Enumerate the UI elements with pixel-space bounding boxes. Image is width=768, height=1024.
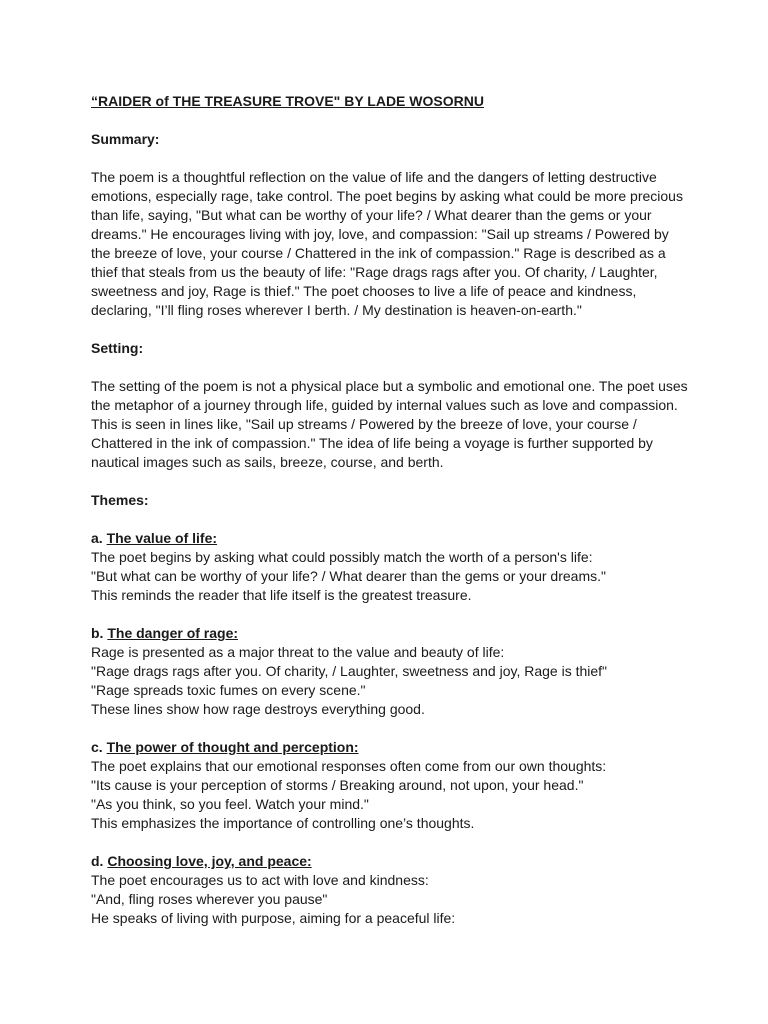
setting-paragraph: The setting of the poem is not a physical place but a symbolic and emotional one. The poet uses the metaphor of a journey through life, guided by internal values such as love and compassion. This is seen in lines like, "Sail up streams / Powered by the breeze of love, your course / Chattered in the ink of compassion." The idea of life being a voyage is further supported by nautical images such as sails, breeze, course, and berth. (91, 378, 688, 470)
theme-line: "Rage drags rags after you. Of charity, / Laughter, sweetness and joy, Rage is thief" (91, 663, 608, 679)
theme-letter: a. (91, 530, 103, 546)
theme-line: "But what can be worthy of your life? / What dearer than the gems or your dreams." (91, 568, 606, 584)
theme-line: The poet encourages us to act with love and kindness: (91, 872, 429, 888)
theme-line: Rage is presented as a major threat to the value and beauty of life: (91, 644, 505, 660)
theme-title: The value of life: (106, 530, 218, 546)
setting-heading: Setting: (91, 340, 144, 356)
theme-letter: c. (91, 739, 103, 755)
theme-title: The power of thought and perception: (106, 739, 359, 755)
summary-paragraph: The poem is a thoughtful reflection on the value of life and the dangers of letting destructive emotions, especially rage, take control. The poet begins by asking what could be more precious than life, saying, "But what can be worthy of your life? / What dearer than the gems or your dreams." He encourages living with joy, love, and compassion: "Sail up streams / Powered by the breeze of love, your course / Chattered in the ink of compassion." Rage is described as a thief that steals from us the beauty of life: "Rage drags rags after you. Of charity, / Laughter, sweetness and joy, Rage is thief." The poet chooses to live a life of peace and kindness, declaring, "I’ll fling roses wherever I berth. / My destination is heaven-on-earth." (91, 169, 683, 318)
summary-heading: Summary: (91, 131, 160, 147)
themes-heading: Themes: (91, 492, 149, 508)
theme-section-d (91, 852, 691, 928)
theme-section-a (91, 529, 691, 605)
theme-line: This reminds the reader that life itself is the greatest treasure. (91, 587, 472, 603)
theme-letter: d. (91, 853, 104, 869)
theme-heading (91, 738, 691, 757)
document-title: “RAIDER of THE TREASURE TROVE" BY LADE WOSORNU (91, 93, 484, 109)
document-page (91, 92, 691, 947)
theme-heading (91, 529, 691, 548)
theme-line: "Its cause is your perception of storms / Breaking around, not upon, your head." (91, 777, 584, 793)
theme-line: "Rage spreads toxic fumes on every scene." (91, 682, 366, 698)
theme-line: The poet explains that our emotional responses often come from our own thoughts: (91, 758, 607, 774)
theme-title: Choosing love, joy, and peace: (107, 853, 312, 869)
theme-letter: b. (91, 625, 104, 641)
theme-line: He speaks of living with purpose, aiming for a peaceful life: (91, 910, 456, 926)
theme-line: These lines show how rage destroys everything good. (91, 701, 425, 717)
theme-heading (91, 852, 691, 871)
theme-line: This emphasizes the importance of controlling one’s thoughts. (91, 815, 475, 831)
theme-line: "As you think, so you feel. Watch your mind." (91, 796, 369, 812)
theme-section-b (91, 624, 691, 719)
theme-section-c (91, 738, 691, 833)
theme-line: The poet begins by asking what could possibly match the worth of a person's life: (91, 549, 593, 565)
theme-line: "And, fling roses wherever you pause" (91, 891, 328, 907)
theme-heading (91, 624, 691, 643)
theme-title: The danger of rage: (107, 625, 239, 641)
